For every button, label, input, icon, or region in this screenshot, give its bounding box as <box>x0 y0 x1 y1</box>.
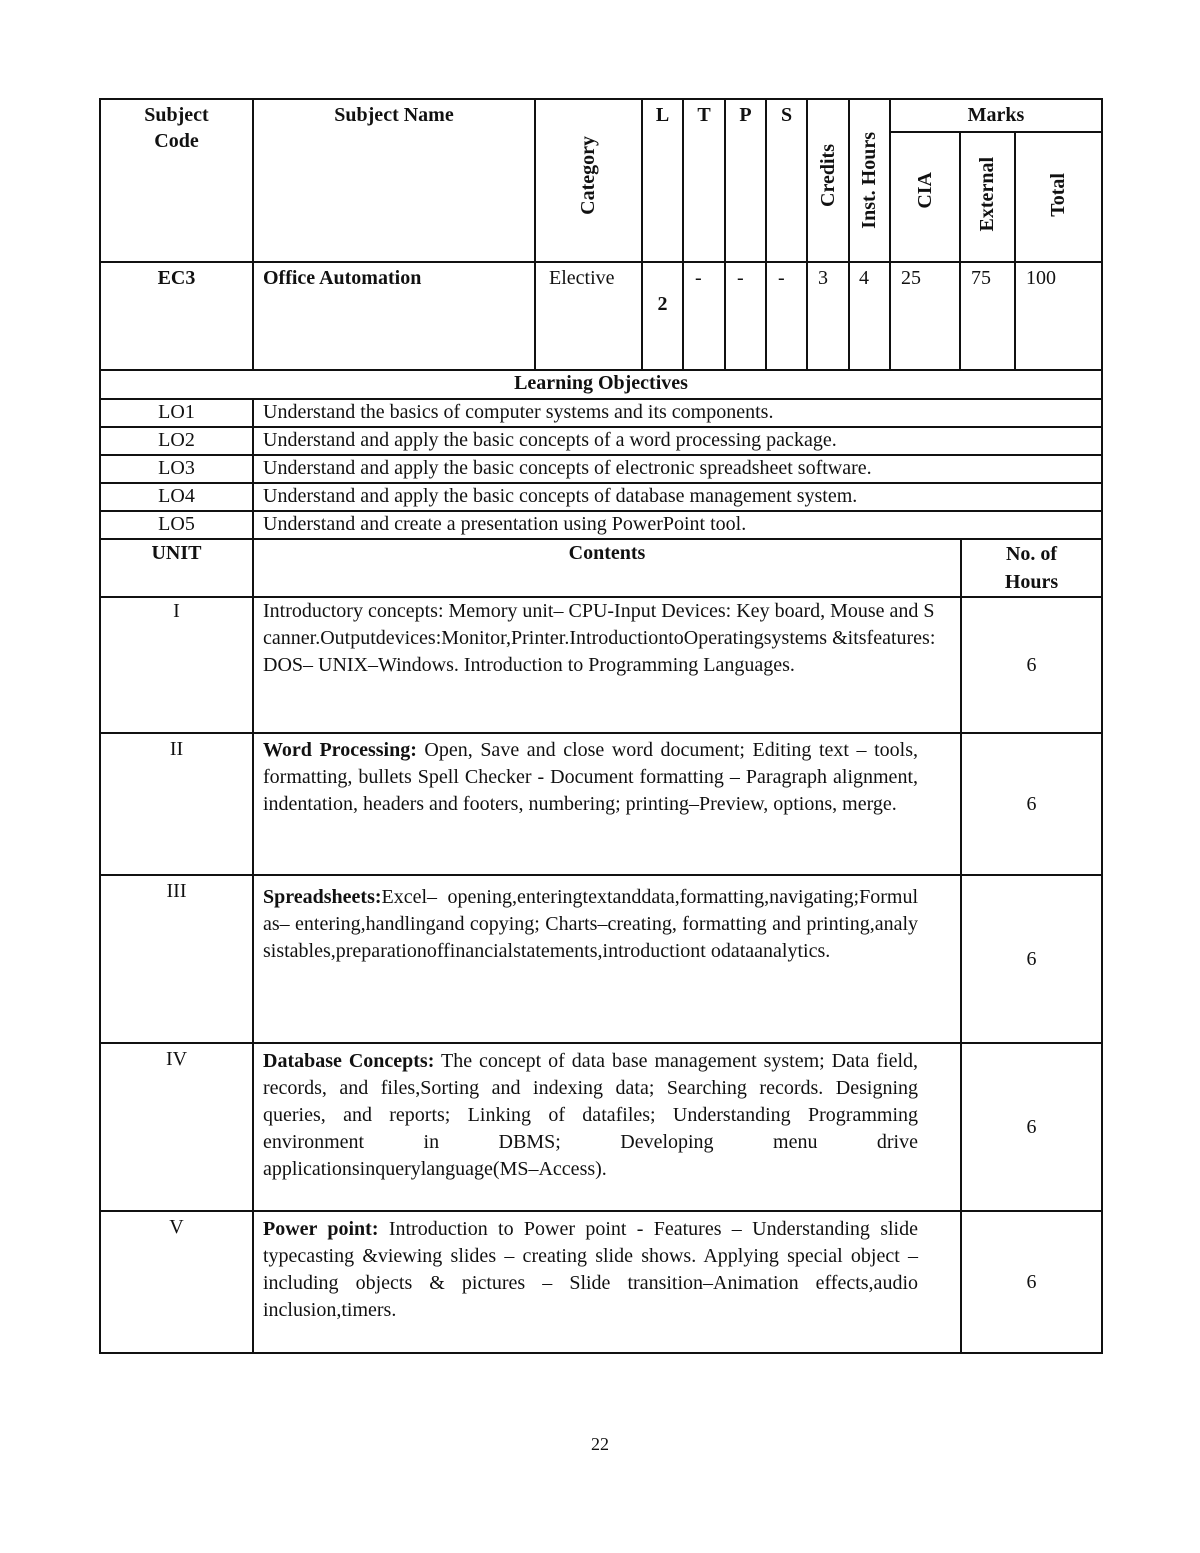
unit-title: Spreadsheets: <box>263 886 382 908</box>
unit-text: Excel– opening,enteringtextanddata,formatting,navigating;Formulas– entering,handlingand copying; Charts–creating, formatting and printing,analysistables,preparationoffinancialstatements,introductiont odataanalytics. <box>263 886 918 962</box>
unit-number: II <box>100 733 253 875</box>
course-p: - <box>725 262 766 370</box>
course-cia: 25 <box>890 262 960 370</box>
unit-hours: 6 <box>961 733 1102 875</box>
objective-text: Understand and apply the basic concepts of a word processing package. <box>253 427 1102 455</box>
unit-text: Open, Save and close word document; Editing text – tools, formatting, bullets Spell Checker - Document formatting – Paragraph alignment, indentation, headers and footers, numbering; printing–Preview, options, merge. <box>263 739 918 815</box>
header-credits: Credits <box>807 99 849 262</box>
unit-title: Power point: <box>263 1218 379 1240</box>
syllabus-table <box>99 98 1103 371</box>
header-s: S <box>766 99 807 262</box>
unit-hours: 6 <box>961 875 1102 1043</box>
header-l: L <box>642 99 683 262</box>
page-number: 22 <box>591 1434 609 1454</box>
unit-content <box>253 733 961 875</box>
unit-content <box>253 1043 961 1211</box>
objective-text: Understand the basics of computer systems and its components. <box>253 399 1102 427</box>
course-credits: 3 <box>807 262 849 370</box>
unit-title: Database Concepts: <box>263 1050 435 1072</box>
course-inst-hours: 4 <box>849 262 890 370</box>
units-header-hours: No. of Hours <box>961 539 1102 597</box>
header-p: P <box>725 99 766 262</box>
objective-text: Understand and apply the basic concepts of database management system. <box>253 483 1102 511</box>
unit-number: III <box>100 875 253 1043</box>
course-l: 2 <box>642 262 683 370</box>
unit-hours: 6 <box>961 1043 1102 1211</box>
course-total: 100 <box>1015 262 1102 370</box>
objective-text: Understand and apply the basic concepts of electronic spreadsheet software. <box>253 455 1102 483</box>
header-subject-code: Subject Code <box>100 99 253 262</box>
unit-hours: 6 <box>961 597 1102 733</box>
header-total: Total <box>1015 132 1102 262</box>
course-t: - <box>683 262 725 370</box>
unit-content <box>253 1211 961 1353</box>
objectives-title: Learning Objectives <box>100 370 1102 399</box>
objective-id: LO1 <box>100 399 253 427</box>
unit-text: The concept of data base management system; Data field, records, and files,Sorting and indexing data; Searching records. Designing queries, and reports; Linking of datafiles; Understanding Programming environment in DBMS; Developing menu drive applicationsinquerylanguage(MS–Access). <box>263 1050 919 1180</box>
unit-number: V <box>100 1211 253 1353</box>
header-cia: CIA <box>890 132 960 262</box>
unit-text: Introduction to Power point - Features – Understanding slide typecasting &viewing slides – creating slide shows. Applying special object – including objects & pictures – Slide transition–Animation effects,audio inclusion,timers. <box>263 1218 918 1321</box>
course-external: 75 <box>960 262 1015 370</box>
unit-text: Introductory concepts: Memory unit– CPU-Input Devices: Key board, Mouse and Scanner.Outputdevices:Monitor,Printer.IntroductiontoOperatingsystems &itsfeatures:DOS– UNIX–Windows. Introduction to Programming Languages. <box>263 600 936 676</box>
objective-id: LO2 <box>100 427 253 455</box>
course-s: - <box>766 262 807 370</box>
unit-hours: 6 <box>961 1211 1102 1353</box>
units-header-contents: Contents <box>253 539 961 597</box>
header-external: External <box>960 132 1015 262</box>
course-category: Elective <box>535 262 642 370</box>
units-header-unit: UNIT <box>100 539 253 597</box>
unit-number: I <box>100 597 253 733</box>
objective-id: LO3 <box>100 455 253 483</box>
unit-number: IV <box>100 1043 253 1211</box>
course-code: EC3 <box>100 262 253 370</box>
objective-id: LO5 <box>100 511 253 539</box>
objective-id: LO4 <box>100 483 253 511</box>
header-t: T <box>683 99 725 262</box>
unit-content <box>253 597 961 733</box>
header-inst-hours: Inst. Hours <box>849 99 890 262</box>
course-name: Office Automation <box>253 262 535 370</box>
objective-text: Understand and create a presentation using PowerPoint tool. <box>253 511 1102 539</box>
header-subject-name: Subject Name <box>253 99 535 262</box>
unit-content <box>253 875 961 1043</box>
header-category: Category <box>535 99 642 262</box>
header-marks: Marks <box>890 99 1102 132</box>
unit-title: Word Processing: <box>263 739 417 761</box>
objectives-and-units-table <box>99 369 1103 1354</box>
